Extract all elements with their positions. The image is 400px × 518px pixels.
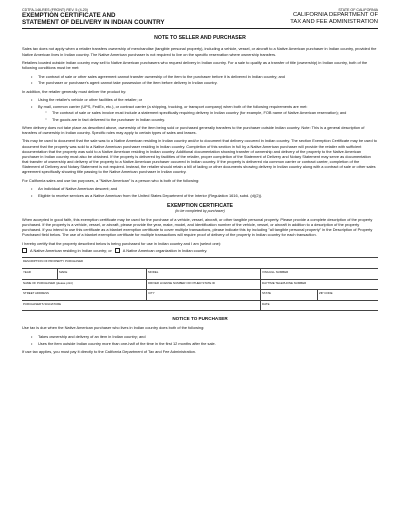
list-item: • The purchaser or purchaser's agent cannot take possession of the item before delivery in Indian country. <box>31 80 378 85</box>
zip-field[interactable]: ZIP CODE <box>317 290 378 301</box>
date-field[interactable]: DATE <box>261 300 379 311</box>
definition-list <box>31 186 378 198</box>
notice-paragraph: In addition, the retailer generally must deliver the product by: <box>22 88 127 94</box>
conditions-list <box>31 74 378 86</box>
sub-list <box>45 110 378 122</box>
city-field[interactable]: CITY <box>147 290 261 301</box>
notice-heading: NOTE TO SELLER AND PURCHASER <box>154 35 246 42</box>
list-item: • The contract of sale or other sales agreement cannot transfer ownership of the item to the purchaser before it is delivered in Indian country; and <box>31 74 378 79</box>
notice-paragraph: This may be used to document that the sale was to a Native American residing in Indian country and/or to document that delivery occurred in Indian country. The section Exemption Certificate may be used to document that the property was sold to a Native American purchaser residing in Indian country. Completion of this section in full by a Native American purchaser will provide the retailer with sufficient documentation that the property was sold to a Native American residing in Indian country. Additional documentation showing transfer of ownership and delivery of the property to the Native American purchaser in Indian country must also be obtained. If the property is delivered by facilities of the retailer, proper completion of the Statement of Delivery and Notary Statement may serve as documentation that transfer of ownership and delivery of the property to a Native American purchaser occurred in Indian country. If the property is delivered via common carrier or contract carrier, completion of the Statement of Delivery and Notary Statement is not required. Instead, the retailer should retain a bill of lading or other documents showing delivery in Indian country along with a contract of sale or other sales agreement specifically showing title passing to the Native American purchaser in Indian country. <box>22 138 377 174</box>
sub-list-item: ○ The goods are in fact delivered to the purchaser in Indian country. <box>45 117 378 122</box>
checkbox-label: A Native American residing in Indian country; or <box>30 247 112 253</box>
list-item: • Eligible to receive services as a Native American from the United States Department of the Interior (Regulation 1616, subd. (d)(2)). <box>31 193 378 198</box>
certificate-heading: EXEMPTION CERTIFICATE <box>167 202 233 209</box>
dept-line1: CALIFORNIA DEPARTMENT OF <box>292 12 378 19</box>
certificate-subheading: (to be completed by purchaser) <box>175 208 225 213</box>
description-field[interactable]: DESCRIPTION OF PROPERTY PURCHASED <box>22 257 378 269</box>
notice-paragraph: When delivery does not take place as described above, ownership of the item being sold or purchased generally transfers to the purchaser outside Indian country. Note: This is a general description of transfers of ownership in Indian country. Specific rules may apply to certain types of sales and leases. <box>22 124 365 135</box>
purchaser-notice-heading: NOTICE TO PURCHASER <box>172 316 228 322</box>
header-right <box>290 8 378 26</box>
use-tax-list <box>31 334 378 346</box>
list-item: • An individual of Native American descent; and <box>31 186 378 191</box>
state-label: STATE OF CALIFORNIA <box>338 8 378 12</box>
header-divider <box>22 28 378 29</box>
make-field[interactable]: MAKE <box>58 269 147 280</box>
state-field[interactable]: STATE <box>261 290 318 301</box>
phone-field[interactable]: DAYTIME TELEPHONE NUMBER <box>261 279 379 290</box>
header-left <box>22 8 165 26</box>
form-number: CDTFA-146-RES (FRONT) REV. 5 (4-20) <box>22 8 88 12</box>
notice-paragraph: Sales tax does not apply when a retailer transfers ownership of merchandise (tangible personal property), including a vehicle, vessel, or aircraft to a Native American purchaser in Indian country, provided the Native American lives in Indian country. The Native American purchaser is not required to live on the specific reservation where ownership transfers. <box>22 46 377 57</box>
form-header <box>22 8 378 26</box>
street-address-field[interactable]: STREET ADDRESS <box>22 290 147 301</box>
purchaser-notice-paragraph: If use tax applies, you must pay it directly to the California Department of Tax and Fee Administration. <box>22 348 197 354</box>
checkbox-label: A Native American organization in Indian country. <box>122 247 208 253</box>
signature-field[interactable]: PURCHASER'S SIGNATURE <box>22 300 261 311</box>
vin-field[interactable]: VIN/HULL NUMBER <box>261 269 379 280</box>
native-american-organization-checkbox[interactable] <box>115 248 120 253</box>
model-field[interactable]: MODEL <box>147 269 261 280</box>
delivery-list <box>31 97 378 122</box>
purchaser-info-table <box>22 257 378 312</box>
native-american-resident-checkbox[interactable] <box>22 248 27 253</box>
list-item: • Using the retailer's vehicle or other facilities of the retailer; or <box>31 97 378 102</box>
list-item: • Takes ownership and delivery of an item in Indian country; and <box>31 334 378 339</box>
purchaser-notice-paragraph: Use tax is due when the Native American purchaser who lives in Indian country does both of the following: <box>22 325 205 331</box>
year-field[interactable]: YEAR <box>22 269 58 280</box>
form-title-line2: STATEMENT OF DELIVERY IN INDIAN COUNTRY <box>22 19 165 27</box>
dept-line2: TAX AND FEE ADMINISTRATION <box>290 19 378 26</box>
list-item-text: By mail, common carrier (UPS, FedEx, etc.), or contract carrier (a shipping, trucking, or transport company) when both of the following requirements are met: <box>38 103 308 109</box>
notice-paragraph: For California sales and use tax purposes, a "Native American" is a person who is both of the following: <box>22 177 200 183</box>
purchaser-name-field[interactable]: NAME OF PURCHASER (please print) <box>22 279 147 290</box>
certificate-paragraph: When accepted in good faith, this exemption certificate may be used for the purchase of a vehicle, vessel, aircraft, or other tangible personal property. Please provide a complete description of the property purchased. If the property is a vehicle, vessel, or aircraft, please provide the year, make, model, and identification number of the vehicle, vessel, or aircraft in addition to a description of the property purchased. If you intend to use this certificate as a blanket exemption certificate to cover multiple transactions, please indicate this by including "all tangible personal property" in the Description of Property Purchased field below. The use of a blanket exemption certificate for multiple transactions will require proof of delivery of the property in Indian country for each transaction. <box>22 216 373 238</box>
certify-statement: I hereby certify that the property described below is being purchased for use in Indian country and I am (select one): <box>22 240 222 246</box>
list-item <box>31 104 378 122</box>
license-field[interactable]: DRIVER LICENSE NUMBER OR OTHER STATE ID <box>147 279 261 290</box>
list-item: • Uses the item outside Indian country more than one-half of the time in the first 12 months after the sale. <box>31 341 378 346</box>
purchaser-type-options <box>22 248 378 253</box>
notice-paragraph: Retailers located outside Indian country may sell to Native American purchasers who request delivery in Indian country. For a sale to qualify as a transfer of title (ownership) in Indian country, both of the following conditions must be met: <box>22 60 368 71</box>
sub-list-item: ○ The contract of sale or sales invoice must include a statement specifically requiring delivery in Indian country (for example, FOB name of Native American reservation); and <box>45 110 378 115</box>
form-title-line1: EXEMPTION CERTIFICATE AND <box>22 12 116 20</box>
